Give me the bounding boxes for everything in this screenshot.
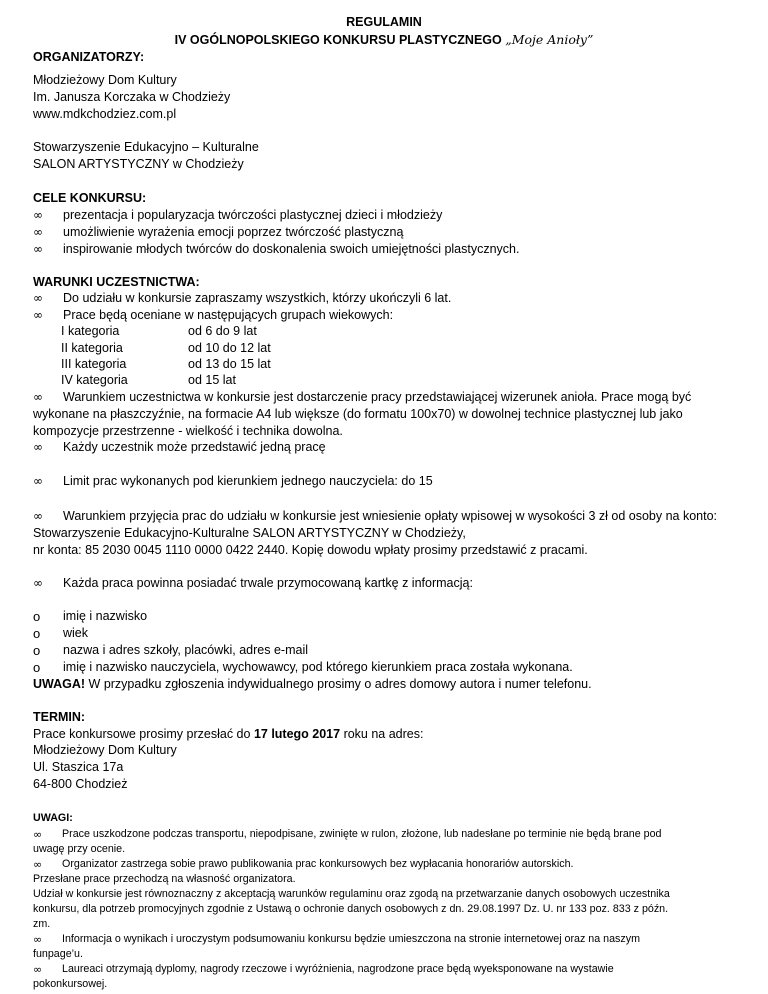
organizer-line: Im. Janusza Korczaka w Chodzieży (33, 90, 231, 104)
deadline-heading: TERMIN: (33, 710, 86, 724)
infinity-bullet-icon: ∞ (33, 474, 43, 488)
infinity-bullet-icon: ∞ (33, 858, 43, 871)
document-title: REGULAMIN (346, 15, 422, 29)
contest-name: „Moje Anioły” (505, 32, 594, 47)
remark-line: Przesłane prace przechodzą na własność organizatora. (33, 873, 296, 885)
info-sub-item: imię i nazwisko nauczyciela, wychowawcy, pod którego kierunkiem praca została wykonana. (63, 660, 573, 674)
remark-item: Organizator zastrzega sobie prawo publikowania prac konkursowych bez wypłacania honorariów autorskich. (62, 858, 574, 870)
address-line: Młodzieżowy Dom Kultury (33, 743, 177, 757)
category-age: od 6 do 9 lat (188, 324, 257, 338)
infinity-bullet-icon: ∞ (33, 576, 43, 590)
organizer-line: SALON ARTYSTYCZNY w Chodzieży (33, 157, 244, 171)
category-name: IV kategoria (61, 373, 128, 387)
infinity-bullet-icon: ∞ (33, 390, 43, 404)
condition-item: Warunkiem przyjęcia prac do udziału w konkursie jest wniesienie opłaty wpisowej w wysokości 3 zł od osoby na konto: (63, 509, 718, 523)
notice-label: UWAGA! (33, 677, 86, 691)
organizer-line: Stowarzyszenie Edukacyjno – Kulturalne (33, 140, 259, 154)
infinity-bullet-icon: ∞ (33, 933, 43, 946)
category-age: od 10 do 12 lat (188, 341, 271, 355)
condition-item: Warunkiem uczestnictwa w konkursie jest dostarczenie pracy przedstawiającej wizerunek anioła. Prace mogą być (63, 390, 692, 404)
condition-item: Limit prac wykonanych pod kierunkiem jednego nauczyciela: do 15 (63, 474, 433, 488)
category-name: III kategoria (61, 357, 127, 371)
address-line: Ul. Staszica 17a (33, 760, 124, 774)
remark-item-cont: uwagę przy ocenie. (33, 843, 126, 855)
category-name: II kategoria (61, 341, 123, 355)
remarks-heading: UWAGI: (33, 812, 73, 824)
condition-item-cont: nr konta: 85 2030 0045 1110 0000 0422 2440. Kopię dowodu wpłaty prosimy przedstawić z pracami. (33, 543, 588, 557)
notice-line (33, 676, 592, 693)
condition-item: Każdy uczestnik może przedstawić jedną pracę (63, 440, 326, 454)
remark-item: Laureaci otrzymają dyplomy, nagrody rzeczowe i wyróżnienia, nagrodzone prace będą wyeksponowane na wystawie (62, 963, 614, 975)
infinity-bullet-icon: ∞ (33, 291, 43, 305)
remark-line: zm. (33, 918, 51, 930)
remark-line: konkursu, dla potrzeb promocyjnych zgodnie z Ustawą o ochronie danych osobowych z dn. 29.08.1997 Dz. U. nr 133 poz. 833 z późn. (33, 903, 669, 915)
circle-bullet-icon: o (33, 660, 41, 675)
remark-item: Prace uszkodzone podczas transportu, niepodpisane, zwinięte w rulon, złożone, lub nadesłane po terminie nie będą brane pod (62, 828, 662, 840)
infinity-bullet-icon: ∞ (33, 828, 43, 841)
infinity-bullet-icon: ∞ (33, 509, 43, 523)
document-subtitle (0, 31, 768, 49)
organizer-website-link[interactable]: www.mdkchodziez.com.pl (33, 107, 177, 121)
goal-item: prezentacja i popularyzacja twórczości plastycznej dzieci i młodzieży (63, 208, 443, 222)
condition-item: Do udziału w konkursie zapraszamy wszystkich, którzy ukończyli 6 lat. (63, 291, 452, 305)
deadline-text-before: Prace konkursowe prosimy przesłać do (33, 727, 254, 741)
remark-line: Udział w konkursie jest równoznaczny z akceptacją warunków regulaminu oraz zgodą na przetwarzanie danych osobowych uczestnika (33, 888, 670, 900)
goals-heading: CELE KONKURSU: (33, 191, 147, 205)
organizer-line: Młodzieżowy Dom Kultury (33, 73, 177, 87)
info-sub-item: wiek (63, 626, 89, 640)
condition-item-cont: wykonane na płaszczyźnie, na formacie A4 lub większe (do formatu 100x70) w dowolnej technice plastycznej lub jako (33, 407, 683, 421)
infinity-bullet-icon: ∞ (33, 242, 43, 256)
info-sub-item: imię i nazwisko (63, 609, 148, 623)
organizers-heading: ORGANIZATORZY: (33, 50, 145, 64)
category-age: od 15 lat (188, 373, 236, 387)
remark-item: Informacja o wynikach i uroczystym podsumowaniu konkursu będzie umieszczona na stronie internetowej oraz na naszym (62, 933, 640, 945)
category-age: od 13 do 15 lat (188, 357, 271, 371)
notice-text: W przypadku zgłoszenia indywidualnego prosimy o adres domowy autora i numer telefonu. (85, 677, 592, 691)
address-line: 64-800 Chodzież (33, 777, 128, 791)
deadline-text-after: roku na adres: (340, 727, 424, 741)
conditions-heading: WARUNKI UCZESTNICTWA: (33, 275, 200, 289)
deadline-date: 17 lutego 2017 (253, 727, 341, 741)
infinity-bullet-icon: ∞ (33, 225, 43, 239)
subtitle-text: IV OGÓLNOPOLSKIEGO KONKURSU PLASTYCZNEGO (174, 33, 502, 47)
info-sub-item: nazwa i adres szkoły, placówki, adres e-mail (63, 643, 309, 657)
infinity-bullet-icon: ∞ (33, 963, 43, 976)
condition-item-cont: Stowarzyszenie Edukacyjno-Kulturalne SALON ARTYSTYCZNY w Chodzieży, (33, 526, 466, 540)
remark-item-cont: pokonkursowej. (33, 978, 108, 990)
goal-item: umożliwienie wyrażenia emocji poprzez twórczość plastyczną (63, 225, 404, 239)
condition-item-cont: kompozycje przestrzenne - wielkość i technika dowolna. (33, 424, 343, 438)
condition-item: Prace będą oceniane w następujących grupach wiekowych: (63, 308, 394, 322)
category-name: I kategoria (61, 324, 120, 338)
circle-bullet-icon: o (33, 626, 41, 641)
infinity-bullet-icon: ∞ (33, 308, 43, 322)
condition-item: Każda praca powinna posiadać trwale przymocowaną kartkę z informacją: (63, 576, 473, 590)
infinity-bullet-icon: ∞ (33, 440, 43, 454)
goal-item: inspirowanie młodych twórców do doskonalenia swoich umiejętności plastycznych. (63, 242, 520, 256)
deadline-text (33, 726, 423, 743)
remark-item-cont: funpage’u. (33, 948, 83, 960)
circle-bullet-icon: o (33, 643, 41, 658)
circle-bullet-icon: o (33, 609, 41, 624)
infinity-bullet-icon: ∞ (33, 208, 43, 222)
